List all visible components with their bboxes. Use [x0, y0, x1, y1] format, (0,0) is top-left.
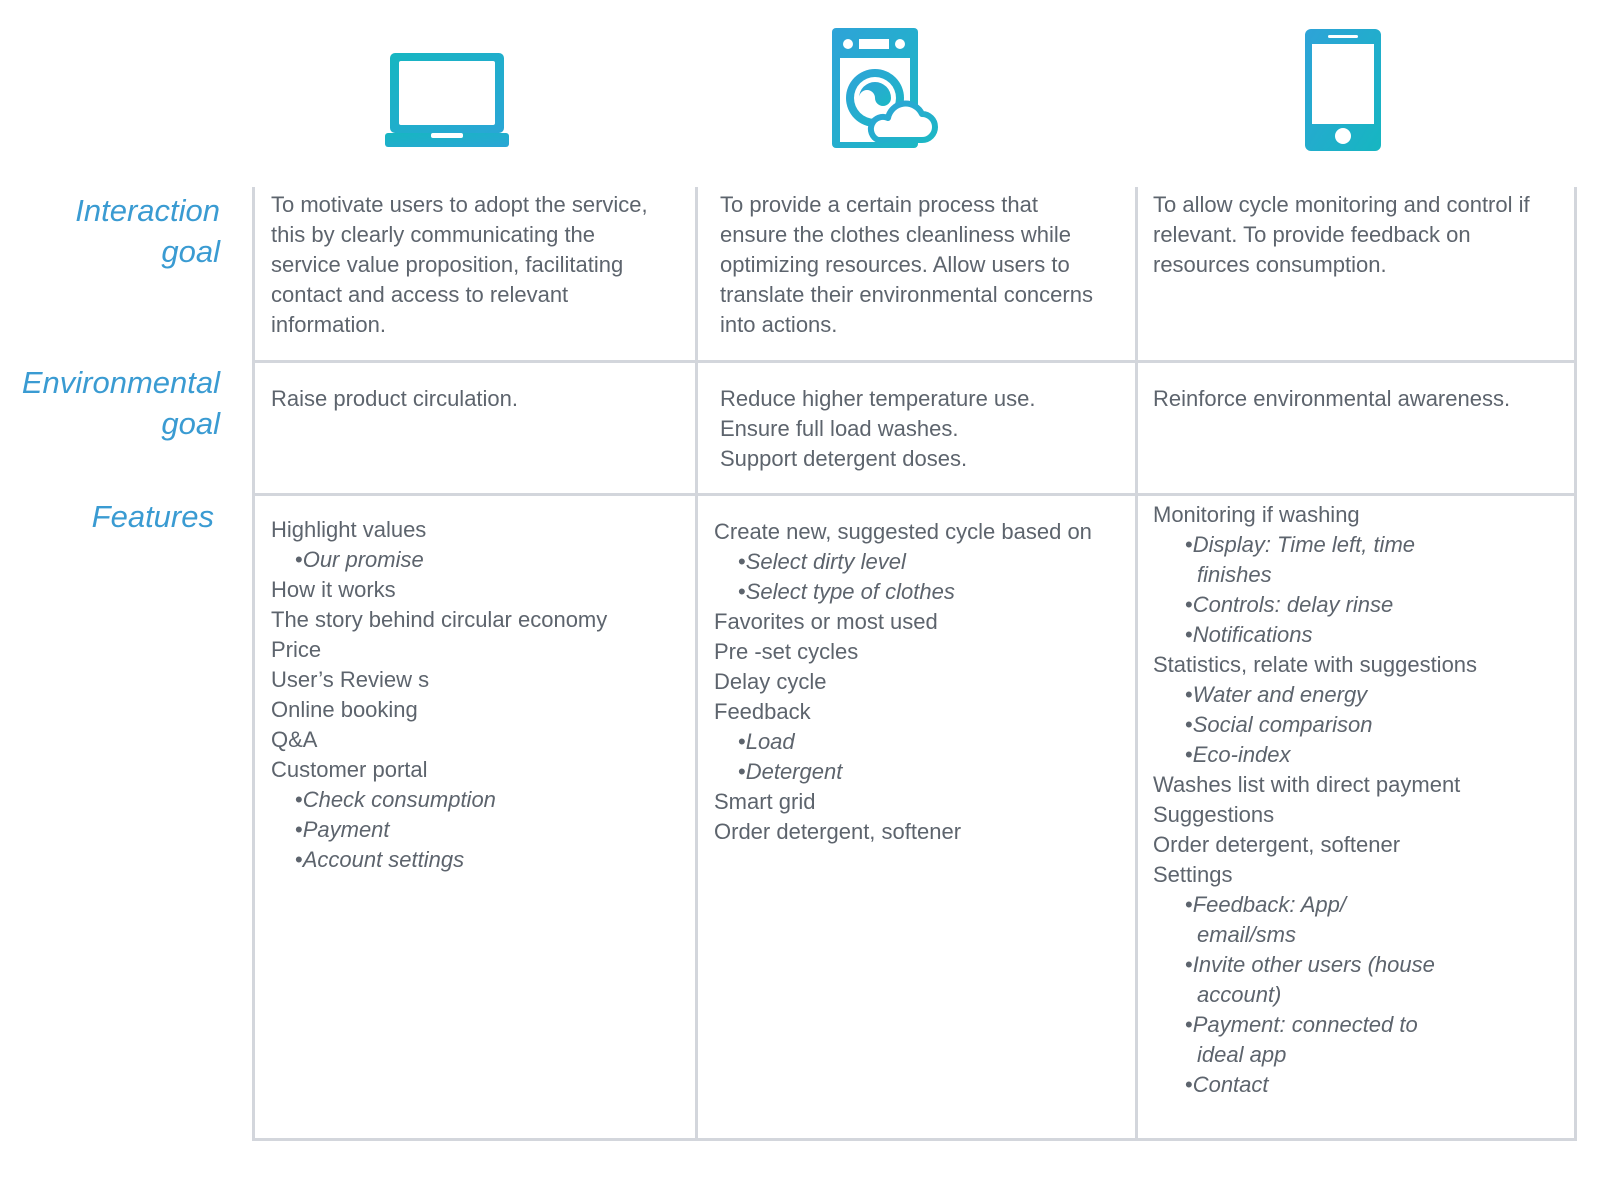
- feature-subitem: [1153, 740, 1477, 770]
- bullet-icon: •: [295, 817, 303, 842]
- environmental-goal-web: Raise product circulation.: [271, 386, 519, 411]
- smartphone-icon: [1304, 28, 1382, 152]
- grid-line: [1135, 187, 1138, 1140]
- grid-line: [252, 360, 1577, 363]
- feature-item: Delay cycle: [714, 669, 827, 694]
- bullet-icon: •: [1185, 592, 1193, 617]
- grid-line: [1574, 187, 1577, 1140]
- feature-item: User’s Review s: [271, 667, 430, 692]
- interaction-goal-machine: To provide a certain process that ensure the clothes cleanliness while optimizing resources. Allow users to translate their environmental concerns into actions.: [720, 192, 1093, 337]
- feature-item: Highlight values: [271, 517, 427, 542]
- feature-subitem: [714, 547, 1092, 577]
- feature-subitem-continuation: finishes: [1197, 562, 1272, 587]
- feature-item: Washes list with direct payment: [1153, 772, 1461, 797]
- bullet-icon: •: [1185, 622, 1193, 647]
- features-machine: [714, 517, 1092, 847]
- bullet-icon: •: [1185, 1072, 1193, 1097]
- feature-subitem: [714, 727, 1092, 757]
- bullet-icon: •: [295, 547, 303, 572]
- bullet-icon: •: [738, 729, 746, 754]
- feature-item: The story behind circular economy: [271, 607, 608, 632]
- feature-subitem: [1153, 620, 1477, 650]
- bullet-icon: •: [738, 579, 746, 604]
- bullet-icon: •: [1185, 532, 1193, 557]
- feature-subitem-label: Our promise: [302, 547, 424, 572]
- feature-subitem-label: Check consumption: [302, 787, 496, 812]
- feature-item: Create new, suggested cycle based on: [714, 519, 1092, 544]
- feature-subitem-label: Load: [745, 729, 795, 754]
- row-labels: [0, 0, 220, 1184]
- feature-subitem: [271, 545, 607, 575]
- bullet-icon: •: [295, 787, 303, 812]
- feature-item: Monitoring if washing: [1153, 502, 1360, 527]
- feature-subitem: [271, 815, 607, 845]
- feature-subitem-label: Account settings: [302, 847, 465, 872]
- feature-subitem-label: Eco-index: [1192, 742, 1291, 767]
- feature-subitem-label: Social comparison: [1192, 712, 1373, 737]
- feature-item: Settings: [1153, 862, 1233, 887]
- feature-subitem: [1153, 950, 1477, 980]
- bullet-icon: •: [1185, 682, 1193, 707]
- grid-line: [252, 187, 255, 1140]
- laptop-icon: [385, 50, 509, 150]
- feature-subitem: [1153, 680, 1477, 710]
- features-app: [1153, 500, 1477, 1100]
- grid-line: [252, 1138, 1577, 1141]
- feature-subitem-label: Detergent: [745, 759, 843, 784]
- environmental-goal-machine: Reduce higher temperature use. Ensure full load washes. Support detergent doses.: [720, 386, 1036, 471]
- feature-subitem: [1153, 890, 1477, 920]
- feature-subitem-continuation: ideal app: [1197, 1042, 1287, 1067]
- feature-subitem-label: Payment: [302, 817, 390, 842]
- environmental-goal-app: Reinforce environmental awareness.: [1153, 386, 1511, 411]
- feature-subitem-label: Select dirty level: [745, 549, 906, 574]
- feature-subitem: [1153, 1010, 1477, 1040]
- grid-line: [252, 493, 1577, 496]
- interaction-goal-web: To motivate users to adopt the service, this by clearly communicating the service value proposition, facilitating contact and access to relevant information.: [271, 192, 648, 337]
- features-label: Features: [91, 499, 214, 534]
- interaction-goal-app: To allow cycle monitoring and control if relevant. To provide feedback on resources consumption.: [1153, 192, 1530, 277]
- feature-item: Order detergent, softener: [714, 819, 962, 844]
- bullet-icon: •: [1185, 892, 1193, 917]
- feature-item: Smart grid: [714, 789, 816, 814]
- feature-subitem-continuation: email/sms: [1197, 922, 1297, 947]
- feature-item: Price: [271, 637, 322, 662]
- feature-subitem: [714, 577, 1092, 607]
- feature-subitem-label: Contact: [1192, 1072, 1269, 1097]
- environmental-goal-label: Environmental goal: [21, 365, 220, 441]
- feature-subitem: [271, 785, 607, 815]
- feature-item: Statistics, relate with suggestions: [1153, 652, 1478, 677]
- feature-item: Feedback: [714, 699, 811, 724]
- feature-subitem: [714, 757, 1092, 787]
- feature-subitem-continuation: account): [1197, 982, 1282, 1007]
- feature-item: Pre -set cycles: [714, 639, 859, 664]
- feature-item: Suggestions: [1153, 802, 1275, 827]
- feature-item: Order detergent, softener: [1153, 832, 1401, 857]
- feature-subitem-label: Invite other users (house: [1192, 952, 1435, 977]
- feature-subitem-label: Water and energy: [1192, 682, 1368, 707]
- bullet-icon: •: [738, 549, 746, 574]
- feature-subitem-label: Controls: delay rinse: [1192, 592, 1394, 617]
- feature-item: How it works: [271, 577, 396, 602]
- feature-subitem: [1153, 530, 1477, 560]
- interaction-goal-label: Interaction goal: [75, 193, 220, 269]
- feature-subitem: [1153, 710, 1477, 740]
- bullet-icon: •: [1185, 742, 1193, 767]
- feature-item: Q&A: [271, 727, 318, 752]
- feature-subitem: [1153, 1070, 1477, 1100]
- feature-subitem-label: Feedback: App/: [1192, 892, 1346, 917]
- feature-subitem-label: Payment: connected to: [1192, 1012, 1418, 1037]
- bullet-icon: •: [738, 759, 746, 784]
- washing-machine-cloud-icon: [830, 28, 938, 154]
- grid-line: [695, 187, 698, 1140]
- feature-item: Favorites or most used: [714, 609, 938, 634]
- bullet-icon: •: [1185, 952, 1193, 977]
- feature-subitem-label: Select type of clothes: [745, 579, 955, 604]
- bullet-icon: •: [295, 847, 303, 872]
- feature-subitem-label: Notifications: [1192, 622, 1313, 647]
- feature-subitem-label: Display: Time left, time: [1192, 532, 1416, 557]
- feature-item: Customer portal: [271, 757, 428, 782]
- features-web: [271, 515, 607, 875]
- feature-subitem: [271, 845, 607, 875]
- bullet-icon: •: [1185, 712, 1193, 737]
- feature-item: Online booking: [271, 697, 418, 722]
- bullet-icon: •: [1185, 1012, 1193, 1037]
- feature-subitem: [1153, 590, 1477, 620]
